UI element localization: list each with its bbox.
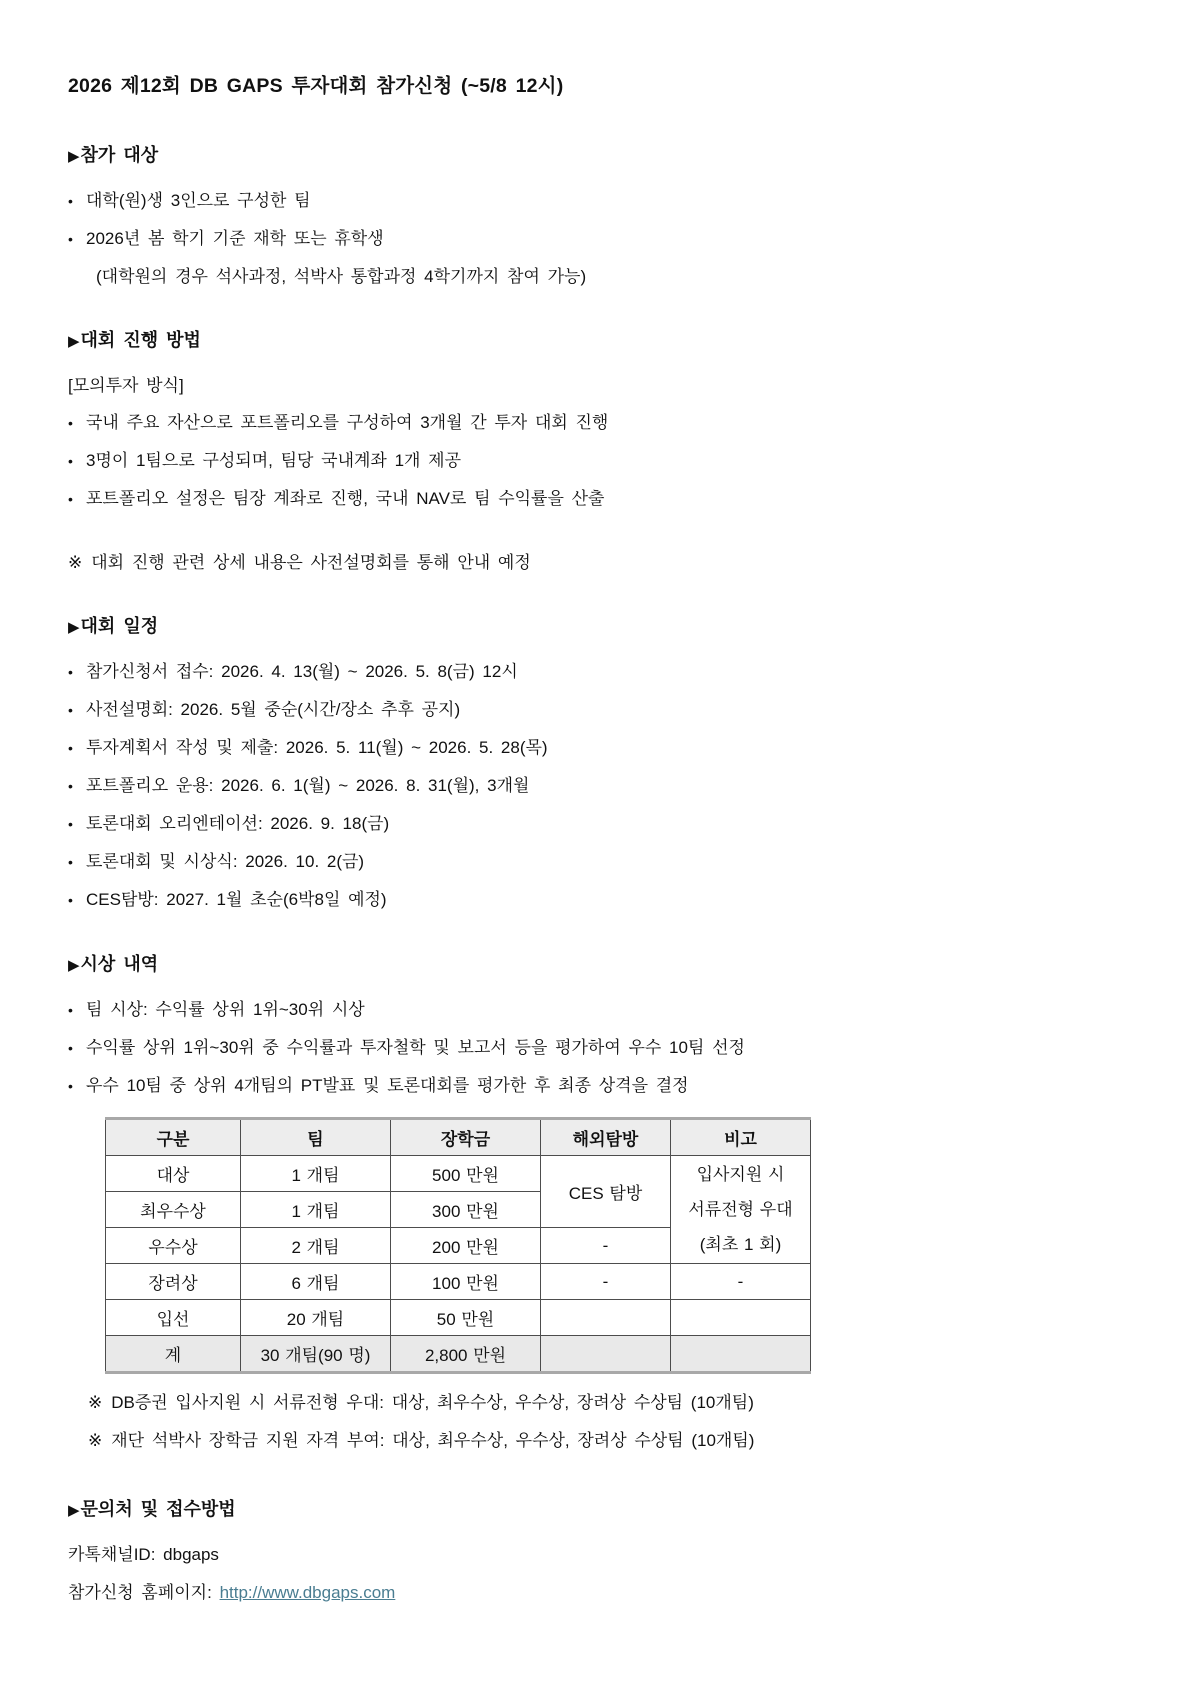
bullet-text: 포트폴리오 운용: 2026. 6. 1(월) ~ 2026. 8. 31(월), 3개월 bbox=[86, 776, 530, 795]
bullet-item bbox=[68, 442, 1133, 480]
cell-trip bbox=[541, 1300, 671, 1336]
bullet-item bbox=[68, 767, 1133, 805]
bullet-icon: • bbox=[68, 854, 73, 870]
kakao-channel-id: dbgaps bbox=[163, 1545, 219, 1564]
bullet-text: 포트폴리오 설정은 팀장 계좌로 진행, 국내 NAV로 팀 수익률을 산출 bbox=[86, 489, 605, 508]
cell-prize: 200 만원 bbox=[391, 1228, 541, 1264]
section-heading-awards bbox=[68, 949, 1133, 981]
col-header-trip: 해외탐방 bbox=[541, 1119, 671, 1156]
section-marker-icon: ▶ bbox=[68, 148, 80, 165]
sub-note: (대학원의 경우 석사과정, 석박사 통합과정 4학기까지 참여 가능) bbox=[96, 267, 587, 286]
cell-remark: - bbox=[671, 1264, 811, 1300]
bullet-icon: • bbox=[68, 491, 73, 507]
cell-rank: 우수상 bbox=[106, 1228, 241, 1264]
cell-teams: 6 개팀 bbox=[241, 1264, 391, 1300]
cell-teams: 30 개팀(90 명) bbox=[241, 1336, 391, 1373]
note-icon: ※ bbox=[88, 1431, 103, 1450]
section-heading-schedule bbox=[68, 611, 1133, 643]
section-heading-label: 대회 일정 bbox=[80, 616, 159, 636]
section-heading-label: 참가 대상 bbox=[80, 145, 159, 165]
section-schedule bbox=[68, 611, 1133, 919]
section-heading-label: 문의처 및 접수방법 bbox=[80, 1499, 236, 1519]
cell-rank: 계 bbox=[106, 1336, 241, 1373]
note-text: 대회 진행 관련 상세 내용은 사전설명회를 통해 안내 예정 bbox=[91, 553, 531, 572]
bullet-icon: • bbox=[68, 453, 73, 469]
cell-prize: 500 만원 bbox=[391, 1156, 541, 1192]
reference-note bbox=[68, 1422, 1133, 1460]
col-header-prize: 장학금 bbox=[391, 1119, 541, 1156]
bullet-text: 토론대회 오리엔테이션: 2026. 9. 18(금) bbox=[86, 814, 390, 833]
bullet-text: 수익률 상위 1위~30위 중 수익률과 투자철학 및 보고서 등을 평가하여 우수 10팀 선정 bbox=[86, 1038, 745, 1057]
bullet-item bbox=[68, 729, 1133, 767]
bullet-text: 우수 10팀 중 상위 4개팀의 PT발표 및 토론대회를 평가한 후 최종 상격을 결정 bbox=[86, 1076, 689, 1095]
document-title: 2026 제12회 DB GAPS 투자대회 참가신청 (~5/8 12시) bbox=[68, 75, 564, 97]
reference-note bbox=[68, 1384, 1133, 1422]
remark-line: 입사지원 시 bbox=[696, 1165, 785, 1184]
section-marker-icon: ▶ bbox=[68, 333, 80, 350]
bullet-item bbox=[68, 653, 1133, 691]
remark-line: (최초 1 회) bbox=[699, 1235, 782, 1254]
bullet-item bbox=[68, 1067, 1133, 1105]
cell-rank: 입선 bbox=[106, 1300, 241, 1336]
bullet-text: 토론대회 및 시상식: 2026. 10. 2(금) bbox=[86, 852, 365, 871]
bullet-icon: • bbox=[68, 892, 73, 908]
section-contact bbox=[68, 1494, 1133, 1612]
col-header-rank: 구분 bbox=[106, 1119, 241, 1156]
bullet-item bbox=[68, 1029, 1133, 1067]
section-participants bbox=[68, 140, 1133, 295]
homepage-link[interactable]: http://www.dbgaps.com bbox=[219, 1583, 396, 1602]
bullet-item bbox=[68, 991, 1133, 1029]
kakao-channel-line bbox=[68, 1536, 1133, 1574]
note-text: DB증권 입사지원 시 서류전형 우대: 대상, 최우수상, 우수상, 장려상 수상팀 (10개팀) bbox=[111, 1393, 754, 1412]
cell-rank: 장려상 bbox=[106, 1264, 241, 1300]
bullet-text: 팀 시상: 수익률 상위 1위~30위 시상 bbox=[86, 1000, 365, 1019]
awards-notes bbox=[68, 1384, 1133, 1460]
bullet-text: 사전설명회: 2026. 5월 중순(시간/장소 추후 공지) bbox=[86, 700, 461, 719]
cell-remark bbox=[671, 1336, 811, 1373]
table-header-row bbox=[106, 1119, 811, 1156]
bullet-text: CES탐방: 2027. 1월 초순(6박8일 예정) bbox=[86, 890, 387, 909]
remark-line: 서류전형 우대 bbox=[688, 1200, 793, 1219]
bullet-text: 대학(원)생 3인으로 구성한 팀 bbox=[86, 191, 311, 210]
cell-trip-merged: CES 탐방 bbox=[541, 1156, 671, 1228]
cell-trip: - bbox=[541, 1228, 671, 1264]
homepage-label: 참가신청 홈페이지: bbox=[68, 1583, 212, 1602]
bullet-text: 2026년 봄 학기 기준 재학 또는 휴학생 bbox=[86, 229, 384, 248]
section-marker-icon: ▶ bbox=[68, 957, 80, 974]
method-subtitle: [모의투자 방식] bbox=[68, 376, 184, 395]
bullet-icon: • bbox=[68, 740, 73, 756]
bullet-icon: • bbox=[68, 778, 73, 794]
bullet-icon: • bbox=[68, 415, 73, 431]
section-heading-contact bbox=[68, 1494, 1133, 1526]
kakao-channel-label: 카톡채널ID: bbox=[68, 1545, 156, 1564]
table-row-encourage bbox=[106, 1264, 811, 1300]
bullet-icon: • bbox=[68, 1002, 73, 1018]
cell-remark-merged bbox=[671, 1156, 811, 1264]
bullet-item bbox=[68, 220, 1133, 258]
cell-prize: 2,800 만원 bbox=[391, 1336, 541, 1373]
reference-note bbox=[68, 544, 1133, 581]
bullet-item bbox=[68, 881, 1133, 919]
bullet-item bbox=[68, 182, 1133, 220]
bullet-item bbox=[68, 404, 1133, 442]
bullet-icon: • bbox=[68, 231, 73, 247]
table-row-selected bbox=[106, 1300, 811, 1336]
col-header-teams: 팀 bbox=[241, 1119, 391, 1156]
bullet-text: 3명이 1팀으로 구성되며, 팀당 국내계좌 1개 제공 bbox=[86, 451, 462, 470]
note-icon: ※ bbox=[88, 1393, 103, 1412]
section-heading-label: 대회 진행 방법 bbox=[80, 330, 201, 350]
col-header-remark: 비고 bbox=[671, 1119, 811, 1156]
section-method bbox=[68, 325, 1133, 581]
section-heading-method bbox=[68, 325, 1133, 357]
bullet-item bbox=[68, 843, 1133, 881]
section-awards bbox=[68, 949, 1133, 1460]
section-heading-participants bbox=[68, 140, 1133, 172]
bullet-icon: • bbox=[68, 1078, 73, 1094]
bullet-icon: • bbox=[68, 816, 73, 832]
cell-trip: - bbox=[541, 1264, 671, 1300]
note-text: 재단 석박사 장학금 지원 자격 부여: 대상, 최우수상, 우수상, 장려상 수상팀 (10개팀) bbox=[111, 1431, 755, 1450]
cell-teams: 20 개팀 bbox=[241, 1300, 391, 1336]
cell-teams: 2 개팀 bbox=[241, 1228, 391, 1264]
cell-prize: 100 만원 bbox=[391, 1264, 541, 1300]
cell-rank: 대상 bbox=[106, 1156, 241, 1192]
cell-rank: 최우수상 bbox=[106, 1192, 241, 1228]
bullet-text: 참가신청서 접수: 2026. 4. 13(월) ~ 2026. 5. 8(금) 12시 bbox=[86, 662, 518, 681]
table-row-grand bbox=[106, 1156, 811, 1192]
cell-prize: 50 만원 bbox=[391, 1300, 541, 1336]
bullet-text: 투자계획서 작성 및 제출: 2026. 5. 11(월) ~ 2026. 5. 28(목) bbox=[86, 738, 548, 757]
cell-teams: 1 개팀 bbox=[241, 1192, 391, 1228]
cell-prize: 300 만원 bbox=[391, 1192, 541, 1228]
cell-trip bbox=[541, 1336, 671, 1373]
cell-remark bbox=[671, 1300, 811, 1336]
note-icon: ※ bbox=[68, 553, 83, 572]
bullet-text: 국내 주요 자산으로 포트폴리오를 구성하여 3개월 간 투자 대회 진행 bbox=[86, 413, 609, 432]
bullet-item bbox=[68, 480, 1133, 518]
bullet-icon: • bbox=[68, 193, 73, 209]
bullet-item bbox=[68, 691, 1133, 729]
bullet-icon: • bbox=[68, 1040, 73, 1056]
bullet-icon: • bbox=[68, 702, 73, 718]
bullet-item bbox=[68, 805, 1133, 843]
homepage-line bbox=[68, 1574, 1133, 1612]
awards-table bbox=[105, 1117, 811, 1374]
section-heading-label: 시상 내역 bbox=[80, 954, 159, 974]
table-row-total bbox=[106, 1336, 811, 1373]
section-marker-icon: ▶ bbox=[68, 619, 80, 636]
cell-teams: 1 개팀 bbox=[241, 1156, 391, 1192]
bullet-icon: • bbox=[68, 664, 73, 680]
section-marker-icon: ▶ bbox=[68, 1502, 80, 1519]
